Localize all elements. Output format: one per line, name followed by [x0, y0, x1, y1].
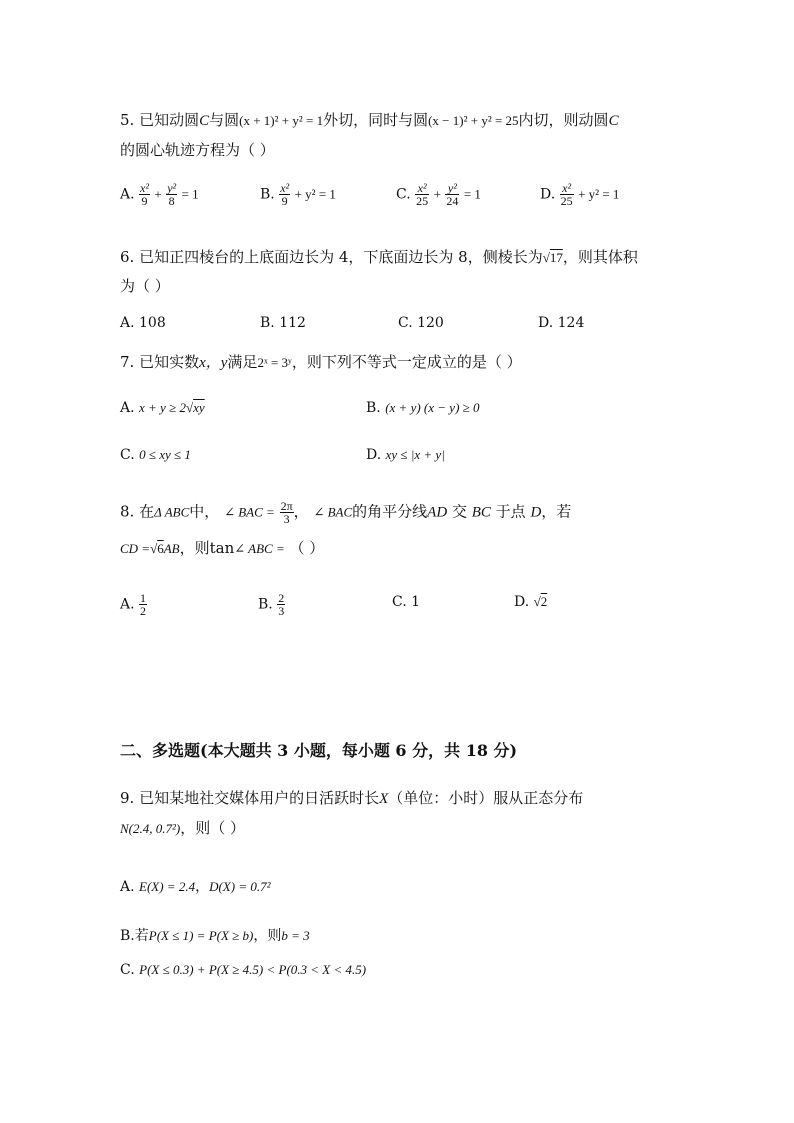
q6-option-c[interactable]: C. 120 — [398, 315, 444, 331]
q5-text-a: 5. 已知动圆 — [120, 111, 200, 129]
q9-line2: N(2.4, 0.7²)，则（ ） — [120, 819, 246, 837]
q6-option-b[interactable]: B. 112 — [260, 315, 306, 331]
q5-line2 — [120, 140, 275, 160]
q5-option-a[interactable]: A. $\frac{\text{x²}}{9}$ + $\frac{\text{y²}}{8}$ = 1 — [120, 181, 199, 208]
q8-line1: 8. 在Δ ABC中， ∠ BAC = $\frac{2\pi}{3}$ ， ∠ BAC的角平分线AD 交 BC 于点 D，若 — [120, 499, 572, 526]
q5-var-c: C — [199, 113, 210, 129]
q8-option-b[interactable]: B. $\frac{2}{3}$ — [258, 591, 285, 618]
q5-var-c2: C — [608, 113, 619, 129]
section-heading-multiple-choice: 二、多选题(本大题共 3 小题，每小题 6 分，共 18 分) — [120, 741, 518, 760]
q5-text-c: 外切，同时与圆 — [323, 111, 429, 129]
q5-line1 — [120, 110, 619, 131]
q5-text-d: 内切，则动圆 — [518, 111, 609, 129]
q5-option-c[interactable]: C. $\frac{\text{x²}}{25}$ + $\frac{\text{y²}}{24}$ = 1 — [396, 181, 481, 208]
q7-option-a[interactable]: A. x + y ≥ 2√xy — [120, 400, 205, 416]
q6-line1: 6. 已知正四棱台的上底面边长为 4，下底面边长为 8，侧棱长为√17，则其体积 — [120, 248, 638, 266]
sqrt-17: √17 — [542, 250, 563, 265]
q9-line1: 9. 已知某地社交媒体用户的日活跃时长X（单位：小时）服从正态分布 — [120, 789, 584, 807]
q9-option-a[interactable]: A. E(X) = 2.4，D(X) = 0.7² — [120, 879, 271, 895]
q7-line1: 7. 已知实数x，y满足2ˣ = 3ʸ，则下列不等式一定成立的是（ ） — [120, 353, 522, 371]
q5-text-e: 的圆心轨迹方程为（ ） — [120, 141, 275, 159]
q7-option-b[interactable]: B. (x + y) (x − y) ≥ 0 — [366, 400, 480, 416]
q7-option-c[interactable]: C. 0 ≤ xy ≤ 1 — [120, 447, 191, 463]
q7-option-d[interactable]: D. xy ≤ |x + y| — [366, 447, 445, 463]
q6-line2: 为（ ） — [120, 277, 170, 295]
q6-option-a[interactable]: A. 108 — [120, 315, 166, 331]
q8-line2: CD =√6AB，则tan∠ ABC = （ ） — [120, 539, 325, 557]
q5-option-b[interactable]: B. $\frac{\text{x²}}{9}$ + y² = 1 — [260, 181, 336, 208]
q8-option-a[interactable]: A. $\frac{1}{2}$ — [120, 591, 147, 618]
q6-option-d[interactable]: D. 124 — [538, 315, 585, 331]
q5-circle2: (x − 1)² + y² = 25 — [428, 113, 519, 128]
q8-option-d[interactable]: D. √2 — [514, 594, 548, 610]
q8-option-c[interactable]: C. 1 — [392, 594, 421, 610]
q5-circle1: (x + 1)² + y² = 1 — [239, 113, 324, 128]
q9-option-c[interactable]: C. P(X ≤ 0.3) + P(X ≥ 4.5) < P(0.3 < X < 4.5) — [120, 962, 367, 978]
q5-text-b: 与圆 — [209, 111, 240, 129]
q9-option-b[interactable]: B.若P(X ≤ 1) = P(X ≥ b)，则b = 3 — [120, 928, 310, 944]
q5-option-d[interactable]: D. $\frac{\text{x²}}{25}$ + y² = 1 — [540, 181, 620, 208]
